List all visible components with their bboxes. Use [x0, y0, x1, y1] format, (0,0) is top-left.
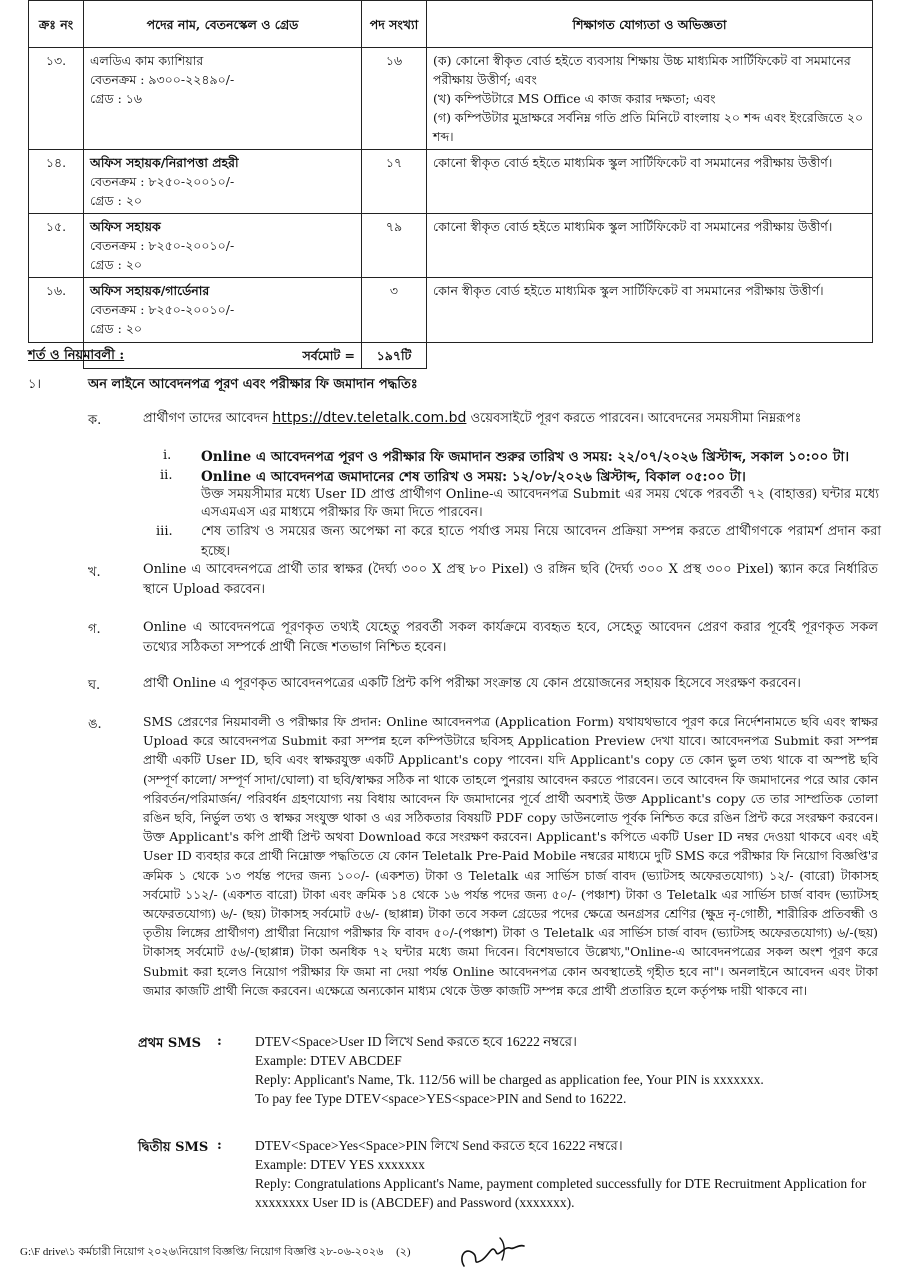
footer-file-path [20, 1243, 411, 1262]
second-sms-line: Reply: Congratulations Applicant's Name, payment completed successfully for DTE Recruitment Application for xxxxxxxx User ID is (ABCDEF) and Password (xxxxxxx). [255, 1176, 867, 1210]
table-header-row [29, 1, 873, 48]
qualification-line: (ক) কোনো স্বীকৃত বোর্ড হইতে ব্যবসায় শিক্ষায় উচ্চ মাধ্যমিক সার্টিফিকেট বা সমমানের পরীক্ষায় উত্তীর্ণ; এবং [433, 53, 851, 87]
first-sms-line: Reply: Applicant's Name, Tk. 112/56 will be charged as application fee, Your PIN is xxxxxxx. [255, 1072, 764, 1087]
post-scale: বেতনক্রম : ৮২৫০-২০০১০/- [90, 238, 235, 253]
row-post [84, 278, 362, 343]
clause-uma-text: SMS প্রেরণের নিয়মাবলী ও পরীক্ষার ফি প্রদান: Online আবেদনপত্র (Application Form) যথাযথভাবে পূরণ করে নির্দেশনামতে ছবি এবং স্বাক্ষর Upload করে আবেদনপত্র Submit করা সম্পন্ন হলে কম্পিউটারে ছবিসহ Application Preview দেখা যাবে। আবেদনপত্র Submit করা সম্পন্ন প্রার্থী একটি User ID, ছবি এবং স্বাক্ষরযুক্ত একটি Applicant's copy পাবেন। যদি Applicant's copy তে কোন ভুল তথ্য থাকে বা অস্পষ্ট ছবি (সম্পূর্ণ কালো/ সম্পূর্ণ সাদা/ঘোলা) বা ছবি/স্বাক্ষর সঠিক না থাকে তাহলে পুনরায় আবেদন করতে পারবেন। তবে আবেদন ফি জমাদানের পরে আর কোন পরিবর্তন/পরিমার্জন/ পরিবর্ধন গ্রহণযোগ্য নয় বিধায় আবেদন ফি জমাদানের পূর্বে প্রার্থী অবশ্যই উক্ত Applicant's copy তে তার সাম্প্রতিক তোলা রঙিন ছবি, নির্ভুল তথ্য ও স্বাক্ষর সংযুক্ত থাকা ও এর সঠিকতার বিষয়টি PDF copy ডাউনলোড পূর্বক নিশ্চিত করে রঙিন প্রিন্ট করে সংরক্ষণ করবেন। উক্ত Applicant's কপি প্রার্থী প্রিন্ট অথবা Download করে সংরক্ষণ করবেন। Applicant's কপিতে একটি User ID নম্বর দেওয়া থাকবে এবং এই User ID ব্যবহার করে প্রার্থী নিম্নোক্ত পদ্ধতিতে যে কোন Teletalk Pre-Paid Mobile নম্বরের মাধ্যমে দুটি SMS করে পরীক্ষার ফি নিয়োগ বিজ্ঞপ্তি'র ক্রমিক ১ থেকে ১৩ পর্যন্ত পদের জন্য ১০০/- (একশত) টাকা ও Teletalk এর সার্ভিস চার্জ বাবদ (ভ্যাটসহ অফেরতযোগ্য) ১২/- (বারো) টাকাসহ সর্বমোট ১১২/- (একশত বারো) টাকা এবং ক্রমিক ১৪ থেকে ১৬ পর্যন্ত পদের জন্য ৫০/- (পঞ্চাশ) টাকা ও Teletalk এর সার্ভিস চার্জ বাবদ (ভ্যাটসহ অফেরতযোগ্য) ৬/- (ছয়) টাকাসহ সর্বমোট ৫৬/- (ছাপ্পান্ন) টাকা তবে সকল গ্রেডের পদের ক্ষেত্রে অনগ্রসর শ্রেণির (ক্ষুদ্র নৃ-গোষ্ঠী, শারীরিক প্রতিবন্ধী ও তৃতীয় লিঙ্গের প্রার্থীগণ) প্রার্থীরা নিয়োগ পরীক্ষার ফি বাবদ ৫০/-(পঞ্চাশ) টাকা ও Teletalk এর সার্ভিস চার্জ বাবদ (ভ্যাটসহ অফেরতযোগ্য) ৬/-(ছয়) টাকাসহ সর্বমোট ৫৬/-(ছাপ্পান্ন) টাকা অনধিক ৭২ ঘন্টার মধ্যে জমা দিবেন। বিশেষভাবে উল্লেখ্য,"Online-এ আবেদনপত্রের সকল অংশ পূরণ করে Submit করা হলেও নিয়োগ পরীক্ষার ফি জমা না দেয়া পর্যন্ত Online আবেদনপত্র কোন অবস্থাতেই গৃহীত হবে না"। অনলাইনে আবেদন এবং টাকা জমার কাজটি প্রার্থী নিজে করবেন। এক্ষেত্রে অন্যকোন মাধ্যম থেকে উক্ত কাজটি সম্পন্ন করে প্রার্থী প্রতারিত হলে কর্তৃপক্ষ দায়ী থাকবে না। [143, 714, 878, 998]
row-serial: ১৪. [29, 150, 84, 214]
clause-mark: খ. [88, 565, 101, 580]
clause-ka-post: ওয়েবসাইটে পূরণ করতে পারবেন। আবেদনের সময়সীমা নিম্নরূপঃ [470, 411, 802, 426]
post-scale: বেতনক্রম : ৮২৫০-২০০১০/- [90, 174, 235, 189]
total-value: ১৯৭টি [362, 343, 427, 369]
row-qualification: কোন স্বীকৃত বোর্ড হইতে মাধ্যমিক স্কুল সার্টিফিকেট বা সমমানের পরীক্ষায় উত্তীর্ণ। [427, 278, 873, 343]
row-qualification [427, 48, 873, 150]
total-label: সর্বমোট = [84, 343, 362, 369]
posts-table [28, 0, 873, 369]
clause-gha-text: প্রার্থী Online এ পূরণকৃত আবেদনপত্রের একটি প্রিন্ট কপি পরীক্ষা সংক্রান্ত যে কোন প্রয়োজনের সহায়ক হিসেবে সংরক্ষণ করবেন। [143, 676, 801, 691]
sms-colon: : [217, 1138, 222, 1153]
subitem-mark: iii. [156, 524, 173, 539]
row-post [84, 214, 362, 278]
post-name: অফিস সহায়ক [90, 219, 161, 234]
application-website-link[interactable]: https://dtev.teletalk.com.bd [272, 410, 467, 426]
item-number: ১। [28, 377, 42, 392]
header-post-name: পদের নাম, বেতনস্কেল ও গ্রেড [84, 1, 362, 48]
post-grade: গ্রেড : ১৬ [90, 91, 143, 106]
clause-mark: ক. [88, 413, 102, 428]
row-count: ১৭ [362, 150, 427, 214]
post-grade: গ্রেড : ২০ [90, 193, 143, 208]
second-sms-line: DTEV<Space>Yes<Space>PIN লিখে Send করতে হবে 16222 নম্বরে। [255, 1138, 623, 1153]
header-qualification: শিক্ষাগত যোগ্যতা ও অভিজ্ঞতা [427, 1, 873, 48]
clause-kha-text: Online এ আবেদনপত্রে প্রার্থী তার স্বাক্ষর (দৈর্ঘ্য ৩০০ X প্রস্থ ৮০ Pixel) ও রঙ্গিন ছবি (দৈর্ঘ্য ৩০০ X প্রস্থ ৩০০ Pixel) স্ক্যান করে নির্ধারিত স্থানে Upload করবেন। [143, 562, 878, 597]
table-row [29, 150, 873, 214]
clause-ka-pre: প্রার্থীগণ তাদের আবেদন [143, 411, 269, 426]
row-count: ৭৯ [362, 214, 427, 278]
post-name: অফিস সহায়ক/নিরাপত্তা প্রহরী [90, 155, 239, 170]
table-row [29, 48, 873, 150]
post-scale: বেতনক্রম : ৯৩০০-২২৪৯০/- [90, 72, 235, 87]
post-grade: গ্রেড : ২০ [90, 321, 143, 336]
clause-mark: ঙ. [88, 717, 102, 732]
total-row [29, 343, 873, 369]
table-row [29, 214, 873, 278]
row-serial: ১৩. [29, 48, 84, 150]
advice-text: শেষ তারিখ ও সময়ের জন্য অপেক্ষা না করে হাতে পর্যাপ্ত সময় নিয়ে আবেদন প্রক্রিয়া সম্পন্ন করতে প্রার্থীগণকে পরামর্শ প্রদান করা হচ্ছে। [201, 524, 881, 559]
table-row [29, 278, 873, 343]
first-sms-body [255, 1032, 880, 1108]
sms-colon: : [217, 1034, 222, 1049]
row-count: ৩ [362, 278, 427, 343]
start-date-text: Online এ আবেদনপত্র পূরণ ও পরীক্ষার ফি জমাদান শুরুর তারিখ ও সময়: ২২/০৭/২০২৬ খ্রিস্টাব্দ, সকাল ১০:০০ টা। [201, 449, 850, 465]
header-serial: ক্রঃ নং [29, 1, 84, 48]
row-count: ১৬ [362, 48, 427, 150]
first-sms-line: DTEV<Space>User ID লিখে Send করতে হবে 16222 নম্বরে। [255, 1034, 577, 1049]
header-post-count: পদ সংখ্যা [362, 1, 427, 48]
footer-path: G:\F drive\১ কর্মচারী নিয়োগ ২০২৬\নিয়োগ বিজ্ঞপ্তি/ নিয়োগ বিজ্ঞপ্তি ২৮-০৬-২০২৬ [20, 1246, 384, 1258]
post-name: অফিস সহায়ক/গার্ডেনার [90, 283, 210, 298]
total-spacer [427, 343, 873, 369]
first-sms-label: প্রথম SMS [138, 1036, 202, 1051]
clause-mark: গ. [88, 622, 101, 637]
deadline-note: উক্ত সময়সীমার মধ্যে User ID প্রাপ্ত প্রার্থীগণ Online-এ আবেদনপত্র Submit এর সময় থেকে পরবর্তী ৭২ (বাহাত্তর) ঘন্টার মধ্যে এসএমএস এর মাধ্যমে পরীক্ষার ফি জমা দিতে পারবেন। [201, 487, 879, 520]
second-sms-body [255, 1136, 880, 1212]
post-grade: গ্রেড : ২০ [90, 257, 143, 272]
footer-page-number: (২) [396, 1246, 411, 1258]
item-title: অন লাইনে আবেদনপত্র পূরণ এবং পরীক্ষার ফি জমাদান পদ্ধতিঃ [88, 377, 418, 392]
row-post [84, 48, 362, 150]
subitem-mark: ii. [160, 468, 173, 483]
first-sms-line: To pay fee Type DTEV<space>YES<space>PIN and Send to 16222. [255, 1091, 627, 1106]
first-sms-line: Example: DTEV ABCDEF [255, 1053, 402, 1068]
second-sms-label: দ্বিতীয় SMS [138, 1140, 209, 1155]
row-serial: ১৫. [29, 214, 84, 278]
signature-mark [452, 1226, 532, 1271]
qualification-line: (খ) কম্পিউটারে MS Office এ কাজ করার দক্ষতা; এবং [433, 91, 716, 106]
second-sms-line: Example: DTEV YES xxxxxxx [255, 1157, 425, 1172]
terms-heading: শর্ত ও নিয়মাবলী : [28, 348, 125, 363]
row-post [84, 150, 362, 214]
clause-ka-text [143, 409, 878, 429]
post-scale: বেতনক্রম : ৮২৫০-২০০১০/- [90, 302, 235, 317]
row-serial: ১৬. [29, 278, 84, 343]
clause-mark: ঘ. [88, 678, 101, 693]
row-qualification: কোনো স্বীকৃত বোর্ড হইতে মাধ্যমিক স্কুল সার্টিফিকেট বা সমমানের পরীক্ষায় উত্তীর্ণ। [427, 214, 873, 278]
post-name: এলডিএ কাম ক্যাশিয়ার [90, 53, 204, 68]
row-qualification: কোনো স্বীকৃত বোর্ড হইতে মাধ্যমিক স্কুল সার্টিফিকেট বা সমমানের পরীক্ষায় উত্তীর্ণ। [427, 150, 873, 214]
subitem-mark: i. [163, 448, 172, 463]
qualification-line: (গ) কম্পিউটার মুদ্রাক্ষরে সর্বনিম্ন গতি প্রতি মিনিটে বাংলায় ২০ শব্দ এবং ইংরেজিতে ২০ শব্দ। [433, 110, 864, 144]
end-date-text: Online এ আবেদনপত্র জমাদানের শেষ তারিখ ও সময়: ১২/০৮/২০২৬ খ্রিস্টাব্দ, বিকাল ০৫:০০ টা। [201, 469, 746, 485]
clause-ga-text: Online এ আবেদনপত্রে পূরণকৃত তথ্যই যেহেতু পরবর্তী সকল কার্যক্রমে ব্যবহৃত হবে, সেহেতু আবেদন প্রেরণ করার পূর্বেই পূরণকৃত সকল তথ্যের সঠিকতা সম্পর্কে প্রার্থী নিজে শতভাগ নিশ্চিত হবেন। [143, 620, 878, 655]
